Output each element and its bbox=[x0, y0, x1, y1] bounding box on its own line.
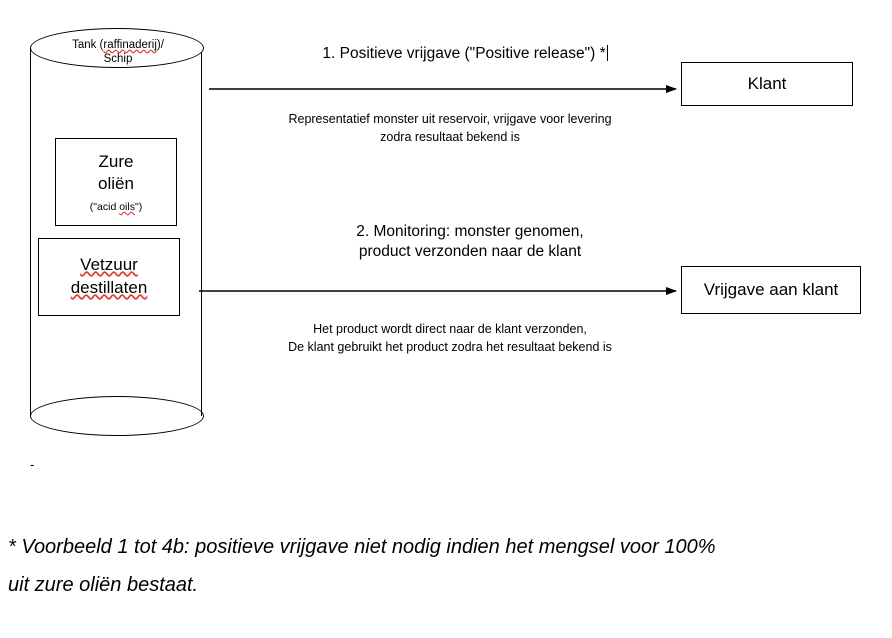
text-cursor bbox=[607, 45, 608, 61]
acid-oils-line-1: Zure bbox=[98, 152, 134, 171]
tank-body bbox=[30, 48, 202, 416]
flow-2-title-line-2: product verzonden naar de klant bbox=[358, 243, 582, 260]
footnote bbox=[8, 528, 884, 604]
acid-oils-line-2: oliën bbox=[98, 174, 134, 193]
footnote-line-2: uit zure oliën bestaat. bbox=[8, 574, 199, 596]
flow-1-subtitle-line-1: Representatief monster uit reservoir, vrijgave voor levering bbox=[288, 112, 612, 126]
fatty-line-1: Vetzuur bbox=[80, 255, 138, 274]
footnote-line-1: * Voorbeeld 1 tot 4b: positieve vrijgave niet nodig indien het mengsel voor 100% bbox=[8, 536, 716, 558]
tank-compartment-fatty-acid-distillates bbox=[38, 238, 180, 316]
tank-bottom-ellipse bbox=[30, 396, 204, 436]
flow-2-title-line-1: 2. Monitoring: monster genomen, bbox=[356, 223, 584, 240]
node-vrijgave-label: Vrijgave aan klant bbox=[703, 280, 839, 299]
fatty-line-2: destillaten bbox=[70, 278, 148, 297]
stray-dash-mark: - bbox=[30, 457, 35, 472]
flow-2-subtitle-line-2: De klant gebruikt het product zodra het resultaat bekend is bbox=[288, 340, 612, 354]
acid-oils-line-3-a: ("acid bbox=[89, 201, 120, 213]
acid-oils-line-3 bbox=[56, 201, 176, 213]
node-vrijgave-aan-klant bbox=[681, 266, 861, 314]
acid-oils-misspelled-word: oils bbox=[119, 201, 135, 213]
flow-1-subtitle-line-2: zodra resultaat bekend is bbox=[380, 130, 520, 144]
tank-label-misspelled-word: raffinaderij bbox=[103, 39, 157, 51]
tank-label bbox=[56, 38, 180, 66]
flow-2-subtitle-line-1: Het product wordt direct naar de klant verzonden, bbox=[313, 322, 587, 336]
flow-1-title bbox=[300, 44, 630, 64]
flow-1-title-text: 1. Positieve vrijgave ("Positive release") * bbox=[322, 45, 606, 62]
tank-label-part-3: )/ bbox=[156, 39, 164, 51]
flow-1-subtitle bbox=[240, 110, 660, 146]
tank-compartment-acid-oils bbox=[55, 138, 177, 226]
flow-2-subtitle bbox=[230, 320, 670, 356]
node-klant bbox=[681, 62, 853, 106]
node-klant-label: Klant bbox=[747, 74, 787, 93]
tank-label-part-1: Tank ( bbox=[72, 39, 104, 51]
acid-oils-line-3-c: ") bbox=[134, 201, 143, 213]
tank-label-line-2: Schip bbox=[103, 53, 133, 65]
tank-cylinder bbox=[30, 28, 204, 436]
flow-2-title bbox=[310, 222, 630, 262]
